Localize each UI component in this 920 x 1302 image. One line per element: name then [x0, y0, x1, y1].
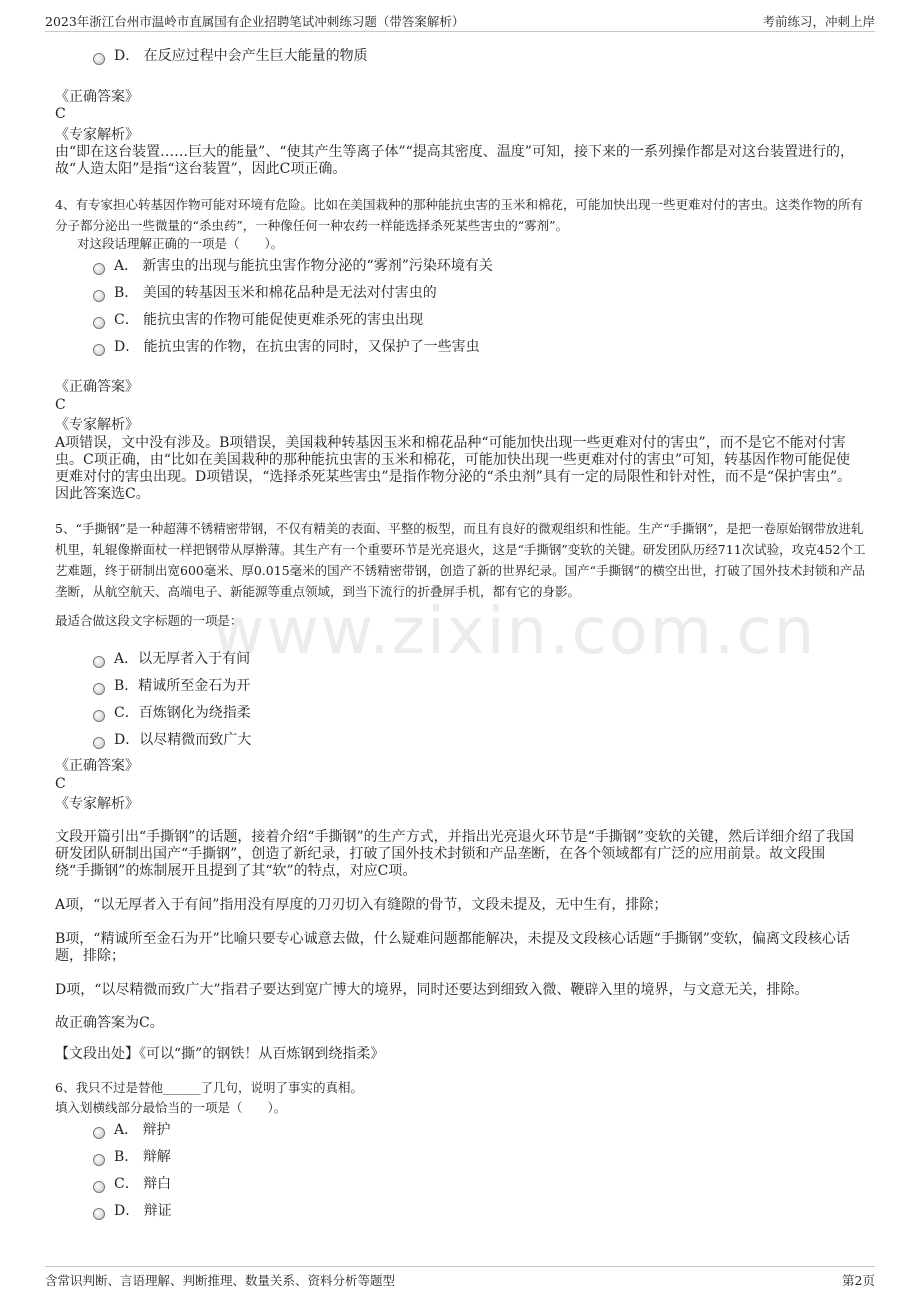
footer-divider — [45, 1266, 875, 1267]
q4-option-a[interactable] — [93, 255, 493, 275]
q5-analysis-3: B项，“精诚所至金石为开”比喻只要专心诚意去做，什么疑难问题都能解决，未提及文段核心话题“手撕钢”变软，偏离文段核心话题，排除； — [55, 931, 850, 964]
q3-option-d[interactable] — [93, 45, 368, 65]
radio-icon[interactable] — [93, 710, 105, 722]
q4-option-d[interactable] — [93, 336, 480, 356]
q5-stem: 5、“手撕钢”是一种超薄不锈精密带钢，不仅有精美的表面、平整的板型，而且有良好的微观组织和性能。生产“手撕钢”，是把一卷原始钢带放进轧机里，轧辊像擀面杖一样把钢带从厚擀薄。其生产有一个重要环节是光亮退火，这是“手撕钢”变软的关键。研发团队历经711次试验，攻克452个工艺难题，终于研制出宽600毫米、厚0.015毫米的国产不锈精密带钢，创造了新的世界纪录。国产“手撕钢”的横空出世，打破了国外技术封锁和产品垄断，从航空航天、高端电子、新能源等重点领域，到当下流行的折叠屏手机，都有它的身影。 — [55, 521, 866, 599]
q3-answer: C — [55, 106, 66, 122]
radio-icon[interactable] — [93, 656, 105, 668]
q4-option-b[interactable] — [93, 282, 437, 302]
q3-option-d-label: D． 在反应过程中会产生巨大能量的物质 — [114, 48, 368, 64]
radio-icon[interactable] — [93, 290, 105, 302]
q4-option-c-label: C． 能抗虫害的作物可能促使更难杀死的害虫出现 — [114, 312, 424, 328]
q6-option-c[interactable] — [93, 1173, 171, 1193]
q5-option-a[interactable] — [93, 648, 250, 668]
q6-option-b[interactable] — [93, 1146, 171, 1166]
radio-icon[interactable] — [93, 1181, 105, 1193]
q4-option-b-label: B． 美国的转基因玉米和棉花品种是无法对付害虫的 — [114, 285, 437, 301]
page-number: 第2页 — [842, 1273, 875, 1288]
radio-icon[interactable] — [93, 263, 105, 275]
radio-icon[interactable] — [93, 344, 105, 356]
footer-note: 含常识判断、言语理解、判断推理、数量关系、资料分析等题型 — [45, 1273, 396, 1288]
q5-question: 最适合做这段文字标题的一项是： — [55, 613, 243, 628]
q4-answer-label: 《正确答案》 — [55, 379, 139, 395]
header-slogan: 考前练习，冲刺上岸 — [762, 14, 875, 29]
q6-option-a-label: A． 辩护 — [114, 1122, 171, 1138]
q6-option-b-label: B． 辩解 — [114, 1149, 171, 1165]
q4-option-d-label: D． 能抗虫害的作物，在抗虫害的同时，又保护了一些害虫 — [114, 339, 480, 355]
q5-analysis-5: 故正确答案为C。 — [55, 1015, 164, 1031]
q6-option-a[interactable] — [93, 1119, 171, 1139]
q4-analysis-label: 《专家解析》 — [55, 417, 139, 433]
radio-icon[interactable] — [93, 1208, 105, 1220]
q5-option-c-label: C．百炼钢化为绕指柔 — [114, 705, 251, 721]
q4-analysis: A项错误，文中没有涉及。B项错误，美国栽种转基因玉米和棉花品种“可能加快出现一些更难对付的害虫”，而不是它不能对付害虫。C项正确，由“比如在美国栽种的那种能抗虫害的玉米和棉花，可能加快出现一些更难对付的害虫”可知，转基因作物可能促使更难对付的害虫出现。D项错误，“选择杀死某些害虫”是指作物分泌的“杀虫剂”具有一定的局限性和针对性，而不是“保护害虫”。因此答案选C。 — [55, 435, 852, 502]
radio-icon[interactable] — [93, 53, 105, 65]
q5-analysis-label: 《专家解析》 — [55, 796, 139, 812]
q6-question: 填入划横线部分最恰当的一项是（ ）。 — [55, 1100, 287, 1115]
q4-stem: 4、有专家担心转基因作物可能对环境有危险。比如在美国栽种的那种能抗虫害的玉米和棉花，可能加快出现一些更难对付的害虫。这类作物的所有分子都分泌出一些微量的“杀虫药”，一种像任何一种农药一样能选择杀死某些害虫的“雾剂”。 — [55, 197, 863, 233]
q5-answer-label: 《正确答案》 — [55, 758, 139, 774]
q5-option-c[interactable] — [93, 702, 251, 722]
q6-stem: 6、我只不过是替他______了几句，说明了事实的真相。 — [55, 1080, 363, 1095]
q3-analysis: 由“即在这台装置……巨大的能量”、“使其产生等离子体”“提高其密度、温度”可知，接下来的一系列操作都是对这台装置进行的，故“人造太阳”是指“这台装置”，因此C项正确。 — [55, 144, 854, 177]
q3-answer-label: 《正确答案》 — [55, 89, 139, 105]
radio-icon[interactable] — [93, 317, 105, 329]
watermark: www.zixin.com.cn — [212, 595, 817, 669]
radio-icon[interactable] — [93, 1154, 105, 1166]
q4-option-c[interactable] — [93, 309, 423, 329]
q5-analysis-4: D项，“以尽精微而致广大”指君子要达到宽广博大的境界，同时还要达到细致入微、鞭辟入里的境界，与文意无关，排除。 — [55, 982, 809, 998]
radio-icon[interactable] — [93, 683, 105, 695]
q5-analysis-2: A项，“以无厚者入于有间”指用没有厚度的刀刃切入有缝隙的骨节，文段未提及，无中生有，排除； — [55, 897, 668, 913]
header-divider — [45, 31, 875, 32]
q5-option-b[interactable] — [93, 675, 250, 695]
radio-icon[interactable] — [93, 1127, 105, 1139]
q4-answer: C — [55, 397, 66, 413]
q4-option-a-label: A． 新害虫的出现与能抗虫害作物分泌的“雾剂”污染环境有关 — [114, 258, 493, 274]
q5-answer: C — [55, 776, 66, 792]
q6-option-d[interactable] — [93, 1200, 172, 1220]
q5-source: 【文段出处】《可以“撕”的钢铁！从百炼钢到绕指柔》 — [55, 1046, 385, 1062]
q6-option-c-label: C． 辩白 — [114, 1176, 172, 1192]
header-title: 2023年浙江台州市温岭市直属国有企业招聘笔试冲刺练习题（带答案解析） — [45, 14, 465, 29]
q5-option-d-label: D．以尽精微而致广大 — [114, 732, 252, 748]
q5-analysis-1: 文段开篇引出“手撕钢”的话题，接着介绍“手撕钢”的生产方式，并指出光亮退火环节是“手撕钢”变软的关键，然后详细介绍了我国研发团队研制出国产“手撕钢”，创造了新纪录，打破了国外技术封锁和产品垄断，在各个领域都有广泛的应用前景。故文段围绕“手撕钢”的炼制展开且提到了其“软”的特点，对应C项。 — [55, 829, 854, 879]
radio-icon[interactable] — [93, 737, 105, 749]
q5-option-b-label: B．精诚所至金石为开 — [114, 678, 251, 694]
q6-option-d-label: D． 辩证 — [114, 1203, 172, 1219]
q5-option-d[interactable] — [93, 729, 251, 749]
q3-analysis-label: 《专家解析》 — [55, 127, 139, 143]
q4-question: 对这段话理解正确的一项是（ ）。 — [77, 236, 284, 251]
q5-option-a-label: A．以无厚者入于有间 — [114, 651, 251, 667]
